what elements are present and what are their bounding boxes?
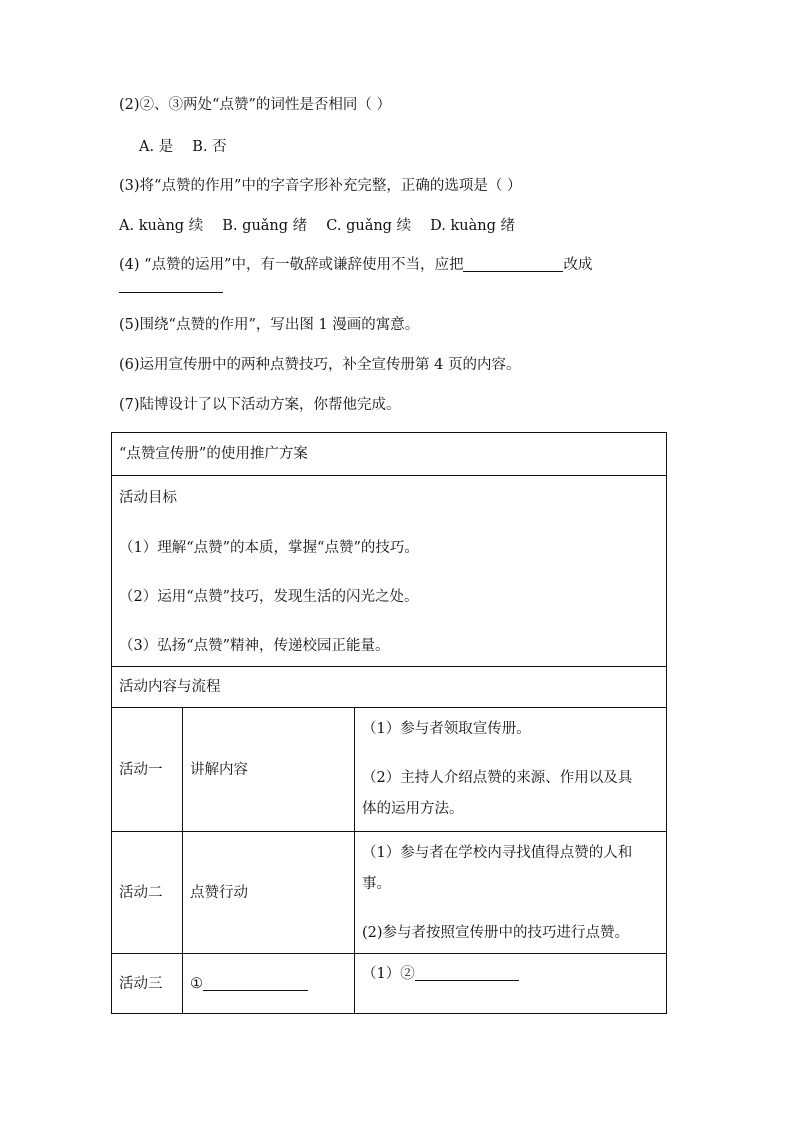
question-4-text: (4) “点赞的运用”中，有一敬辞或谦辞使用不当，应把: [119, 257, 464, 273]
question-6: (6)运用宣传册中的两种点赞技巧，补全宣传册第 4 页的内容。: [119, 357, 521, 373]
goal-item: （2）运用“点赞”技巧，发现生活的闪光之处。: [119, 589, 419, 605]
activity-step: [362, 964, 659, 984]
goals-cell: [112, 476, 667, 667]
activity-step: （2）主持人介绍点赞的来源、作用以及具: [362, 770, 633, 786]
goals-row: [112, 476, 667, 667]
activity-name: 活动三: [112, 954, 183, 1014]
activity-name: 活动二: [112, 832, 183, 954]
plan-title-row: [112, 433, 667, 476]
activity-steps: [355, 954, 667, 1014]
activity-steps: [355, 708, 667, 832]
content-heading: 活动内容与流程: [112, 667, 667, 708]
activity-topic-prefix: ①: [190, 975, 203, 992]
goal-item: （3）弘扬“点赞”精神，传递校园正能量。: [119, 638, 390, 654]
activity-step: （1）参与者领取宣传册。: [362, 721, 531, 737]
promotion-plan-table: [111, 432, 667, 1014]
activity-name: 活动一: [112, 708, 183, 832]
activity-topic: [183, 954, 355, 1014]
question-7: (7)陆博设计了以下活动方案，你帮他完成。: [119, 397, 401, 413]
goals-heading: 活动目标: [119, 490, 177, 506]
content-heading-row: [112, 667, 667, 708]
plan-title: “点赞宣传册”的使用推广方案: [112, 433, 667, 476]
question-2: (2)②、③两处“点赞”的词性是否相同（ ）: [119, 97, 391, 113]
answer-blank-4a[interactable]: [463, 255, 563, 272]
question-3-options: A. kuàng 续 B. guǎng 绪 C. guǎng 续 D. kuàng 绪: [119, 218, 516, 234]
activity-step: （1）参与者在学校内寻找值得点赞的人和: [362, 845, 633, 861]
question-4: [119, 255, 592, 275]
goal-item: （1）理解“点赞”的本质，掌握“点赞”的技巧。: [119, 540, 419, 556]
question-2-options: A. 是 B. 否: [139, 139, 227, 155]
activity-topic: 点赞行动: [183, 832, 355, 954]
question-3: (3)将“点赞的作用”中的字音字形补充完整，正确的选项是（ ）: [119, 178, 522, 194]
activity-step: 体的运用方法。: [362, 801, 464, 817]
activity-row: [112, 954, 667, 1014]
activity-step: 事。: [362, 876, 391, 892]
answer-blank-activity-topic[interactable]: [203, 974, 308, 991]
activity-topic: 讲解内容: [183, 708, 355, 832]
answer-blank-activity-step[interactable]: [415, 964, 519, 981]
activity-step: (2)参与者按照宣传册中的技巧进行点赞。: [362, 925, 630, 941]
answer-blank-4b[interactable]: [119, 276, 223, 293]
question-4-mid-text: 改成: [563, 257, 593, 273]
activity-steps: [355, 832, 667, 954]
question-4-continued: [119, 276, 223, 296]
question-5: (5)围绕“点赞的作用”，写出图 1 漫画的寓意。: [119, 317, 420, 333]
activity-row: [112, 832, 667, 954]
activity-step-prefix: （1）②: [362, 966, 415, 982]
activity-row: [112, 708, 667, 832]
